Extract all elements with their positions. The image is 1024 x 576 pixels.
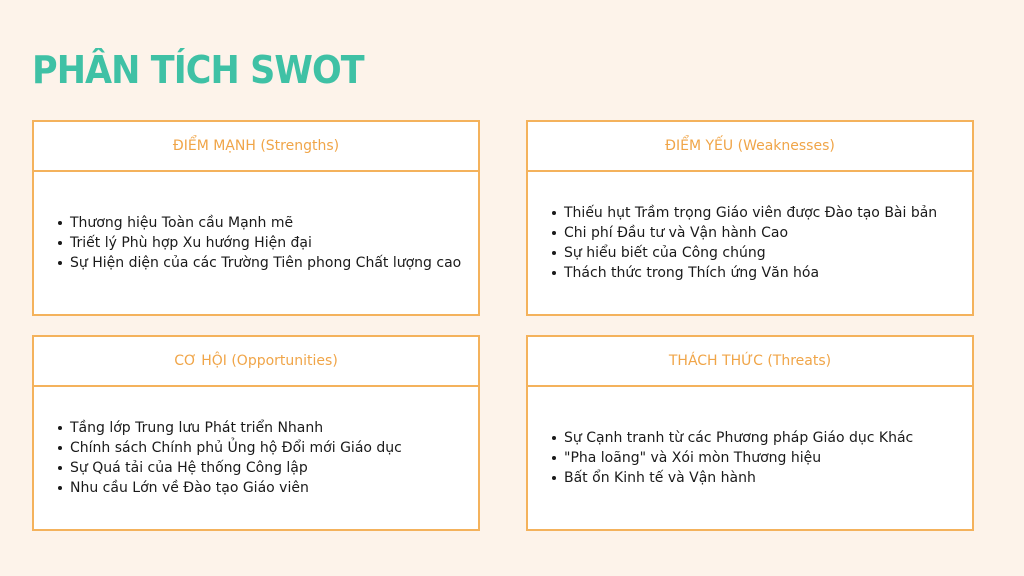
opportunities-body	[34, 387, 478, 529]
list-item: Thách thức trong Thích ứng Văn hóa	[550, 263, 972, 283]
list-item: Sự Quá tải của Hệ thống Công lập	[56, 458, 478, 478]
weaknesses-card	[526, 120, 974, 316]
list-item: Tầng lớp Trung lưu Phát triển Nhanh	[56, 418, 478, 438]
threats-heading: THÁCH THỨC (Threats)	[528, 337, 972, 387]
list-item: Thương hiệu Toàn cầu Mạnh mẽ	[56, 213, 478, 233]
strengths-heading: ĐIỂM MẠNH (Strengths)	[34, 122, 478, 172]
list-item: Chi phí Đầu tư và Vận hành Cao	[550, 223, 972, 243]
threats-list	[528, 428, 972, 488]
list-item: Sự Hiện diện của các Trường Tiên phong Chất lượng cao	[56, 253, 478, 273]
opportunities-card	[32, 335, 480, 531]
strengths-body	[34, 172, 478, 314]
list-item: Bất ổn Kinh tế và Vận hành	[550, 468, 972, 488]
list-item: Sự hiểu biết của Công chúng	[550, 243, 972, 263]
threats-card	[526, 335, 974, 531]
list-item: Thiếu hụt Trầm trọng Giáo viên được Đào tạo Bài bản	[550, 203, 972, 223]
list-item: Nhu cầu Lớn về Đào tạo Giáo viên	[56, 478, 478, 498]
weaknesses-heading: ĐIỂM YẾU (Weaknesses)	[528, 122, 972, 172]
threats-body	[528, 387, 972, 529]
weaknesses-body	[528, 172, 972, 314]
strengths-card	[32, 120, 480, 316]
strengths-list	[34, 213, 478, 273]
list-item: "Pha loãng" và Xói mòn Thương hiệu	[550, 448, 972, 468]
page-title: PHÂN TÍCH SWOT	[32, 48, 364, 92]
weaknesses-list	[528, 203, 972, 283]
list-item: Triết lý Phù hợp Xu hướng Hiện đại	[56, 233, 478, 253]
list-item: Sự Cạnh tranh từ các Phương pháp Giáo dục Khác	[550, 428, 972, 448]
opportunities-heading: CƠ HỘI (Opportunities)	[34, 337, 478, 387]
list-item: Chính sách Chính phủ Ủng hộ Đổi mới Giáo dục	[56, 438, 478, 458]
opportunities-list	[34, 418, 478, 498]
